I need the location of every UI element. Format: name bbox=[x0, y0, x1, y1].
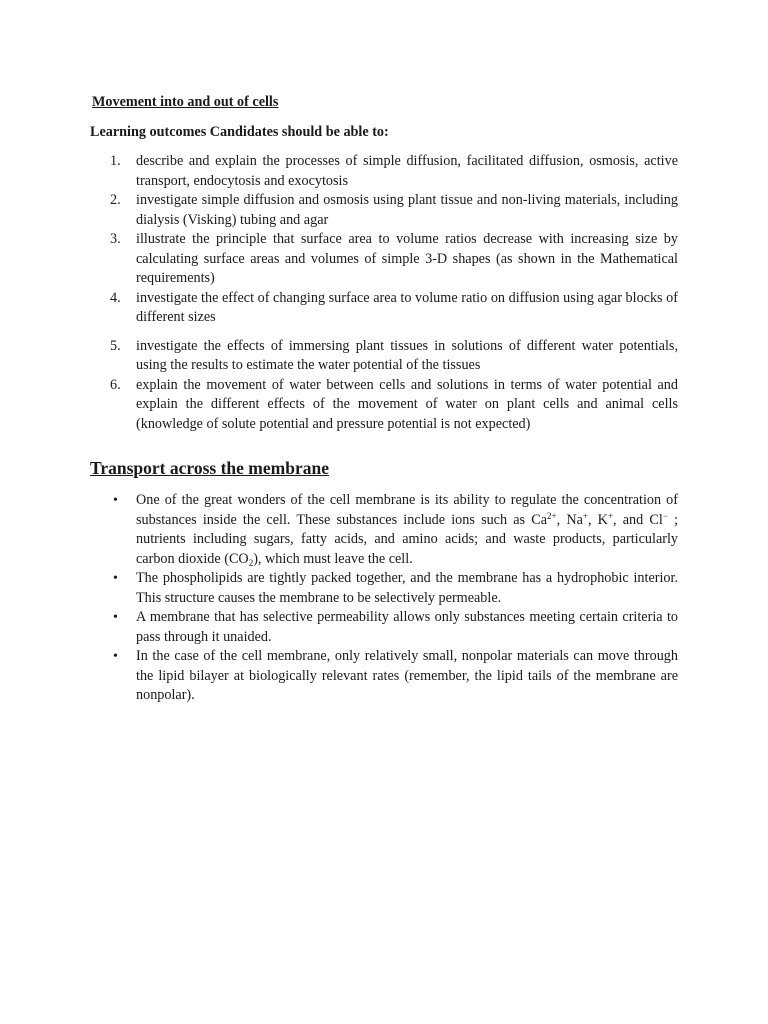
learning-outcomes-list bbox=[90, 152, 678, 434]
outcome-text: explain the movement of water between cells and solutions in terms of water potential and explain the different effects of the movement of water on plant cells and animal cells (knowledge of solute potential and pressure potential is not expected) bbox=[136, 376, 678, 432]
outcome-number: 2. bbox=[110, 192, 121, 208]
outcome-item bbox=[90, 376, 678, 435]
outcome-item bbox=[90, 337, 678, 376]
outcome-item bbox=[90, 191, 678, 230]
bullet-item bbox=[90, 608, 678, 647]
outcome-text: investigate the effects of immersing plant tissues in solutions of different water potentials, using the results to estimate the water potential of the tissues bbox=[136, 337, 678, 373]
bullet-text: In the case of the cell membrane, only relatively small, nonpolar materials can move through the lipid bilayer at biologically relevant rates (remember, the lipid tails of the membrane are nonpolar). bbox=[136, 648, 678, 703]
outcome-item bbox=[90, 289, 678, 328]
bullet-text: A membrane that has selective permeability allows only substances meeting certain criteria to pass through it unaided. bbox=[136, 609, 678, 645]
outcome-number: 5. bbox=[110, 337, 121, 354]
bullet-text: The phospholipids are tightly packed together, and the membrane has a hydrophobic interior. This structure causes the membrane to be selectively permeable. bbox=[136, 570, 678, 606]
transport-heading: Transport across the membrane bbox=[90, 458, 329, 478]
bullet-icon: • bbox=[113, 649, 118, 664]
outcome-number: 3. bbox=[110, 231, 121, 247]
section-title: Movement into and out of cells bbox=[92, 94, 279, 110]
outcome-number: 6. bbox=[110, 376, 121, 393]
outcome-text: illustrate the principle that surface area to volume ratios decrease with increasing size by calculating surface areas and volumes of simple 3-D shapes (as shown in the Mathematical requirements) bbox=[136, 231, 678, 286]
outcome-text: investigate the effect of changing surface area to volume ratio on diffusion using agar blocks of different sizes bbox=[136, 289, 678, 325]
outcome-item bbox=[90, 152, 678, 191]
bullet-icon: • bbox=[113, 493, 118, 508]
outcome-text: investigate simple diffusion and osmosis using plant tissue and non-living materials, including dialysis (Visking) tubing and agar bbox=[136, 192, 678, 228]
bullet-item bbox=[90, 647, 678, 706]
bullet-icon: • bbox=[113, 571, 118, 586]
outcome-text: describe and explain the processes of simple diffusion, facilitated diffusion, osmosis, active transport, endocytosis and exocytosis bbox=[136, 153, 678, 189]
bullet-icon: • bbox=[113, 610, 118, 625]
bullet-item bbox=[90, 491, 678, 569]
transport-bullet-list bbox=[90, 491, 678, 706]
outcome-number: 4. bbox=[110, 289, 121, 306]
outcome-item bbox=[90, 230, 678, 289]
bullet-item bbox=[90, 569, 678, 608]
outcome-number: 1. bbox=[110, 153, 121, 169]
learning-outcomes-heading: Learning outcomes Candidates should be able to: bbox=[90, 124, 389, 140]
bullet-text: One of the great wonders of the cell membrane is its ability to regulate the concentration of substances inside the cell. These substances include ions such as $Ca^{2+}$, Na+, K+, and Cl− ; nutrients including sugars, fatty acids, and amino acids; and waste products, particularly carbon dioxide $(CO_2)$, which must leave the cell. bbox=[136, 492, 679, 568]
